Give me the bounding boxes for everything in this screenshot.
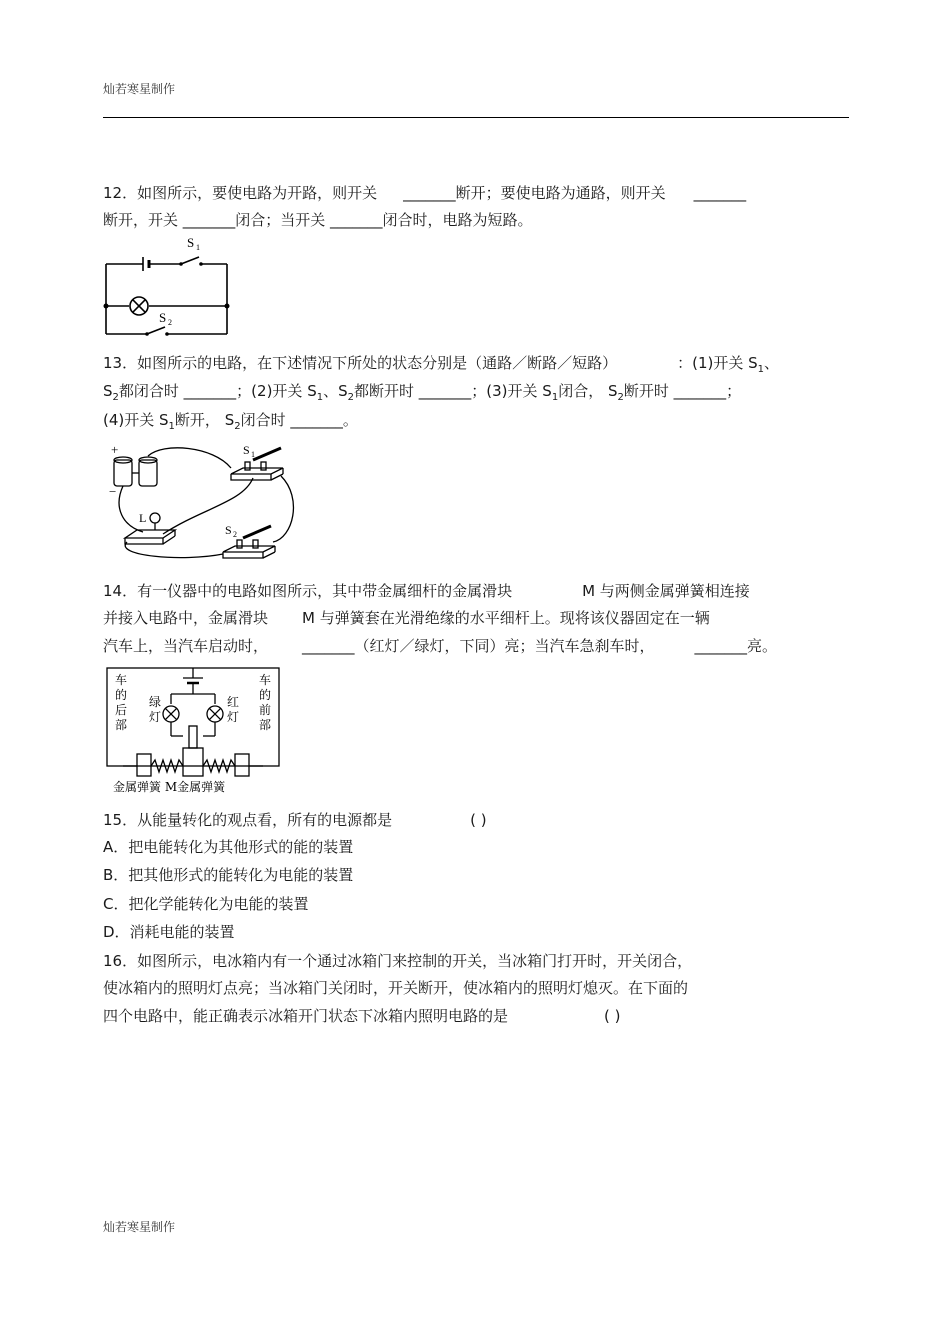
q14-right-side-0: 车: [259, 673, 272, 687]
q13-line3-a-sub: 1: [168, 421, 175, 432]
q13-line1-a: 13．如图所示的电路，在下述情况下所处的状态分别是（通路／断路／短路）: [103, 354, 618, 372]
q13-line2-c: 、S: [323, 382, 348, 400]
header-brand: 灿若寒星制作: [103, 82, 176, 96]
q14-line2-b: M 与弹簧套在光滑绝缘的水平细杆上。现将该仪器固定在一辆: [302, 609, 710, 627]
q13-line1-end: 、: [764, 354, 780, 372]
q15-option-c: C．把化学能转化为电能的装置: [103, 895, 309, 913]
q12-s1-label: S: [187, 235, 195, 250]
q13-line2-e-sub: 2: [617, 392, 624, 403]
q14-left-side-1: 的: [115, 688, 128, 702]
q12-s2-sub: 2: [168, 318, 172, 327]
q14-green-1: 灯: [149, 710, 162, 724]
q15-option-a: A．把电能转化为其他形式的能的装置: [103, 838, 354, 856]
q13-line1: [103, 353, 779, 380]
q14-line3: [103, 636, 777, 656]
q13-line2-f: 断开时 _______；: [623, 382, 742, 400]
q13-s2-label: S: [225, 523, 232, 537]
q13-line2: [103, 381, 741, 408]
q13-s1-label: S: [243, 443, 250, 457]
q13-line3-a: (4)开关 S: [103, 411, 169, 429]
q15-option-d: D．消耗电能的装置: [103, 923, 235, 941]
q13-line2-b-sub: 1: [316, 392, 324, 403]
header-divider: [103, 117, 849, 118]
q13-s2-sub: 2: [233, 530, 237, 539]
q13-lamp-label: L: [139, 511, 147, 525]
q13-line1-sub: 1: [757, 364, 765, 375]
q13-line3-b: 断开， S: [174, 411, 235, 429]
q15-option-b: B．把其他形式的能转化为电能的装置: [103, 866, 354, 884]
q14-line3-a: 汽车上，当汽车启动时，: [103, 637, 269, 655]
q14-right-side-2: 前: [259, 703, 272, 717]
q13-line2-e: 闭合， S: [558, 382, 618, 400]
q14-bottom-label: 金属弹簧 M金属弹簧: [113, 780, 226, 794]
q14-left-side-2: 后: [115, 703, 128, 717]
q13-line3-c: 闭合时 _______。: [240, 411, 358, 429]
q12-circuit-figure: [103, 233, 235, 339]
q14-line2: [103, 608, 710, 628]
q14-left-side-0: 车: [115, 673, 128, 687]
q14-red-0: 红: [227, 695, 240, 709]
q15-bracket: ( ): [470, 811, 487, 829]
q12-line1-a: 12．如图所示，要使电路为开路，则开关: [103, 184, 378, 202]
q13-line2-a: S: [103, 382, 113, 400]
q14-right-side-1: 的: [259, 688, 272, 702]
q13-s1-sub: 1: [251, 450, 255, 459]
q14-circuit-figure: [103, 664, 283, 796]
q14-line3-b: _______（红灯／绿灯，下同）亮；当汽车急刹车时，: [302, 637, 655, 655]
q15-stem: [103, 810, 487, 830]
q13-circuit-figure: [103, 438, 303, 564]
q13-line3: [103, 410, 358, 437]
q15-stem-text: 15．从能量转化的观点看，所有的电源都是: [103, 811, 393, 829]
q13-line1-b: ：(1)开关 S: [677, 354, 758, 372]
q13-line3-b-sub: 2: [234, 421, 241, 432]
q12-s2-label: S: [159, 310, 167, 325]
q14-red-1: 灯: [227, 710, 240, 724]
q13-line2-d-sub: 1: [551, 392, 559, 403]
q16-line1: 16．如图所示，电冰箱内有一个通过冰箱门来控制的开关，当冰箱门打开时，开关闭合，: [103, 952, 693, 970]
q16-line3: [103, 1006, 621, 1026]
q16-line3-text: 四个电路中，能正确表示冰箱开门状态下冰箱内照明电路的是: [103, 1007, 509, 1025]
q16-bracket: ( ): [604, 1007, 621, 1025]
q13-line2-b: 都闭合时 _______；(2)开关 S: [118, 382, 317, 400]
q12-line1-b: _______断开；要使电路为通路，则开关: [403, 184, 666, 202]
q12-line2: 断开，开关 _______闭合；当开关 _______闭合时，电路为短路。: [103, 211, 533, 229]
q12-line1: [103, 183, 746, 203]
q13-plus-label: +: [111, 442, 119, 457]
q13-line2-d: 都断开时 _______；(3)开关 S: [354, 382, 552, 400]
q14-line1: [103, 581, 750, 601]
q14-green-0: 绿: [149, 695, 162, 709]
q13-line2-c-sub: 2: [347, 392, 354, 403]
q14-left-side-3: 部: [115, 718, 128, 732]
q14-line3-c: _______亮。: [694, 637, 778, 655]
footer-brand: 灿若寒星制作: [103, 1220, 176, 1234]
q12-s1-sub: 1: [196, 243, 200, 252]
q12-line1-c: _______: [693, 184, 747, 202]
q14-line1-b: M 与两侧金属弹簧相连接: [582, 582, 750, 600]
q14-line1-a: 14．有一仪器中的电路如图所示，其中带金属细杆的金属滑块: [103, 582, 513, 600]
q13-line2-a-sub: 2: [112, 392, 119, 403]
q14-line2-a: 并接入电路中，金属滑块: [103, 609, 269, 627]
q13-minus-label: −: [109, 484, 117, 499]
q16-line2: 使冰箱内的照明灯点亮；当冰箱门关闭时，开关断开，使冰箱内的照明灯熄灭。在下面的: [103, 979, 689, 997]
q14-right-side-3: 部: [259, 718, 272, 732]
